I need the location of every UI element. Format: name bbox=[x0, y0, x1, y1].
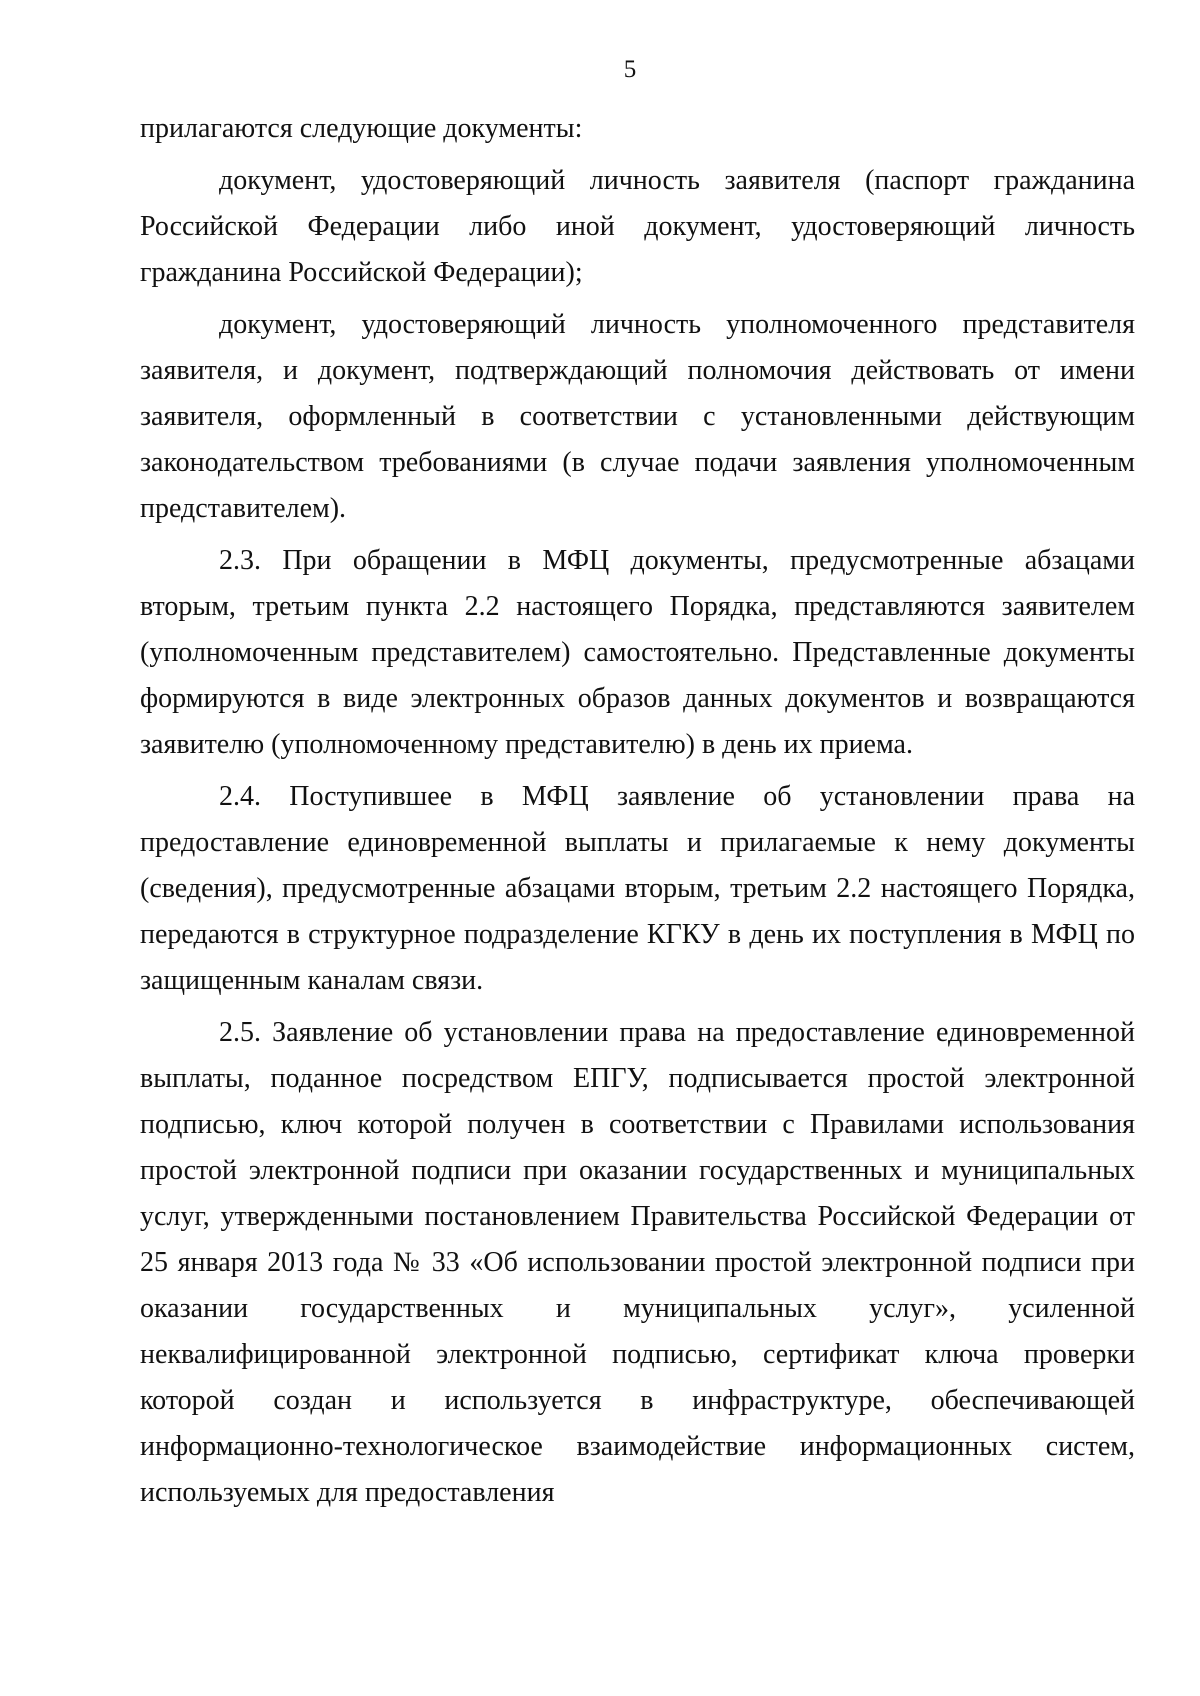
paragraph-intro: прилагаются следующие документы: bbox=[140, 113, 583, 144]
paragraph-identity-document: документ, удостоверяющий личность заявителя (паспорт гражданина Российской Федерации либо иной документ, удостоверяющий личность гражданина Российской Федерации); bbox=[140, 165, 1135, 288]
paragraph-representative-document: документ, удостоверяющий личность уполномоченного представителя заявителя, и документ, подтверждающий полномочия действовать от имени заявителя, оформленный в соответствии с установленными действующим законодательством требованиями (в случае подачи заявления уполномоченным представителем). bbox=[140, 309, 1135, 524]
paragraph-2-3: 2.3. При обращении в МФЦ документы, предусмотренные абзацами вторым, третьим пункта 2.2 настоящего Порядка, представляются заявителем (уполномоченным представителем) самостоятельно. Представленные документы формируются в виде электронных образов данных документов и возвращаются заявителю (уполномоченному представителю) в день их приема. bbox=[140, 545, 1135, 760]
document-body bbox=[140, 106, 1135, 1522]
paragraph-2-5: 2.5. Заявление об установлении права на предоставление единовременной выплаты, поданное посредством ЕПГУ, подписывается простой электронной подписью, ключ которой получен в соответствии с Правилами использования простой электронной подписи при оказании государственных и муниципальных услуг, утвержденными постановлением Правительства Российской Федерации от 25 января 2013 года № 33 «Об использовании простой электронной подписи при оказании государственных и муниципальных услуг», усиленной неквалифицированной электронной подписью, сертификат ключа проверки которой создан и используется в инфраструктуре, обеспечивающей информационно-технологическое взаимодействие информационных систем, используемых для предоставления bbox=[140, 1017, 1135, 1508]
page-number: 5 bbox=[623, 56, 637, 83]
paragraph-2-4: 2.4. Поступившее в МФЦ заявление об установлении права на предоставление единовременной выплаты и прилагаемые к нему документы (сведения), предусмотренные абзацами вторым, третьим 2.2 настоящего Порядка, передаются в структурное подразделение КГКУ в день их поступления в МФЦ по защищенным каналам связи. bbox=[140, 781, 1135, 996]
